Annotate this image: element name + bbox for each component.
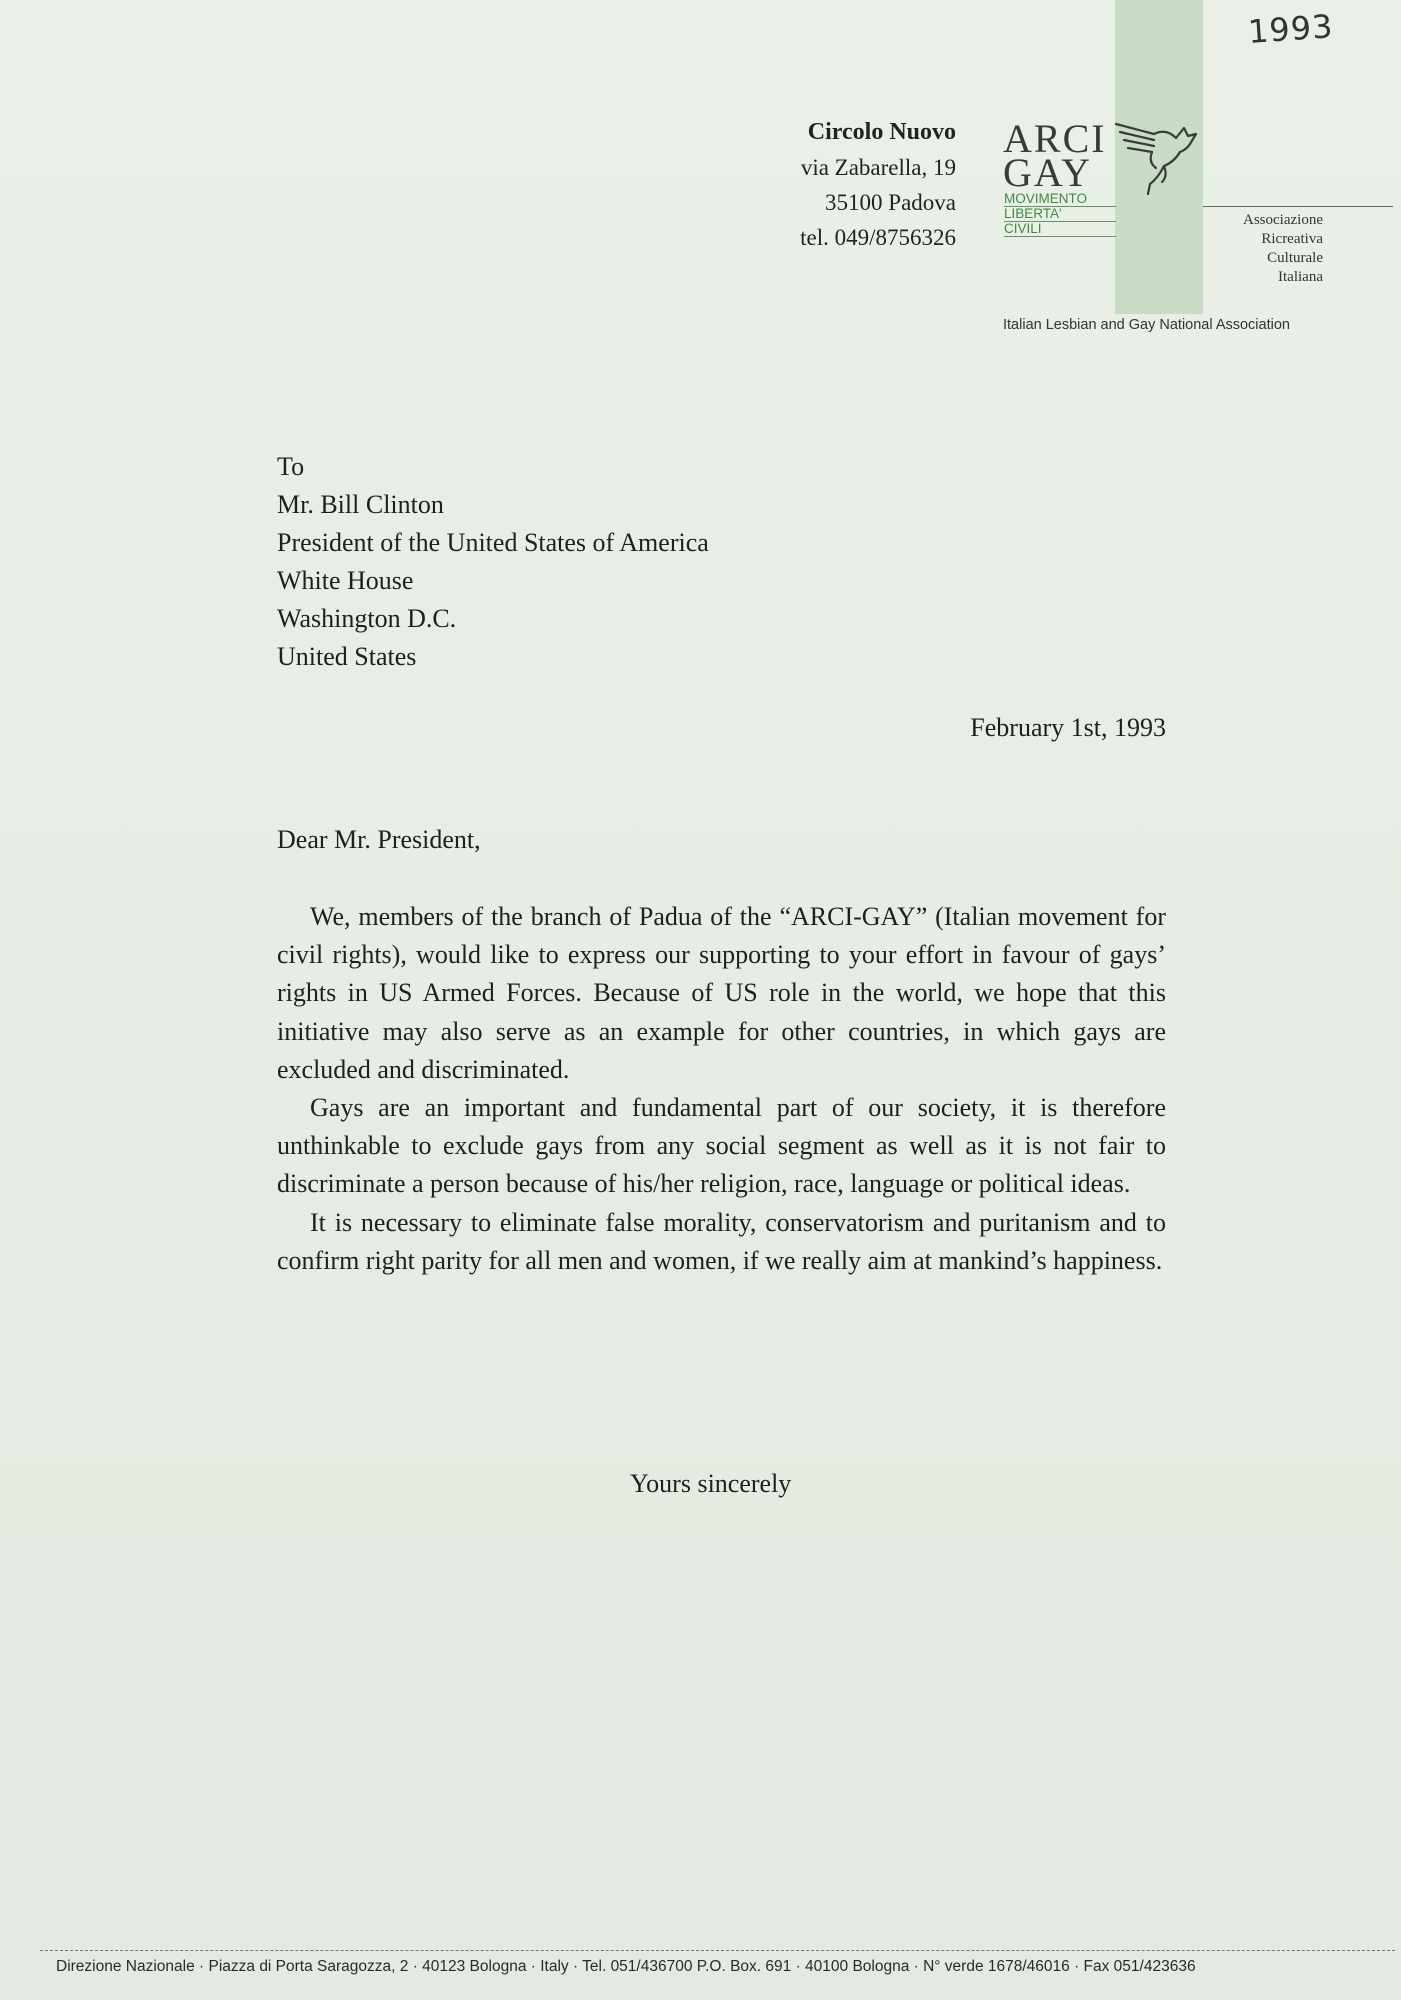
recipient-line: United States	[277, 642, 417, 671]
recipient-line: To	[277, 452, 305, 481]
national-association-name: Italian Lesbian and Gay National Association	[1003, 317, 1290, 333]
footer-rule	[40, 1950, 1395, 1951]
footer-address: Direzione Nazionale · Piazza di Porta Saragozza, 2 · 40123 Bologna · Italy · Tel. 051/436700 P.O. Box. 691 · 40100 Bologna · N° verde 1678/46016 · Fax 051/423636	[56, 1958, 1196, 1975]
recipient-line: President of the United States of America	[277, 528, 709, 557]
logo-line-gay: GAY	[1003, 150, 1092, 195]
sender-street: via Zabarella, 19	[800, 155, 956, 180]
pegasus-icon	[1114, 118, 1200, 198]
letter-date: February 1st, 1993	[970, 713, 1166, 742]
sender-phone: tel. 049/8756326	[800, 225, 956, 250]
recipient-line: Washington D.C.	[277, 604, 457, 633]
sender-address	[700, 115, 956, 255]
logo-line-arci: ARCI	[1003, 116, 1107, 161]
sender-city: 35100 Padova	[825, 190, 956, 215]
letter-body	[277, 898, 1166, 1280]
body-paragraph: We, members of the branch of Padua of the “ARCI-GAY” (Italian movement for civil rights), would like to express our supporting to your effort in favour of gays’ rights in US Armed Forces. Because of US role in the world, we hope that this initiative may also serve as an example for other countries, in which gays are excluded and discriminated.	[277, 902, 1166, 1084]
salutation: Dear Mr. President,	[277, 825, 481, 854]
association-line: Associazione	[1243, 212, 1323, 228]
association-line: Ricreativa	[1261, 231, 1323, 247]
recipient-line: Mr. Bill Clinton	[277, 490, 444, 519]
recipient-line: White House	[277, 566, 414, 595]
tagline-line: MOVIMENTO	[1004, 192, 1116, 207]
body-paragraph: It is necessary to eliminate false morality, conservatorism and puritanism and to confirm right parity for all men and women, if we really aim at mankind’s happiness.	[277, 1207, 1166, 1275]
tagline-line: CIVILI	[1004, 222, 1116, 237]
association-line: Culturale	[1267, 250, 1323, 266]
body-paragraph: Gays are an important and fundamental part of our society, it is therefore unthinkable to exclude gays from any social segment as well as it is not fair to discriminate a person because of his/her religion, race, language or political ideas.	[277, 1093, 1166, 1199]
recipient-block	[277, 448, 709, 676]
closing: Yours sincerely	[630, 1469, 792, 1498]
association-line: Italiana	[1278, 269, 1323, 285]
arci-gay-logo-text	[1003, 116, 1107, 195]
tagline-line: LIBERTA'	[1004, 207, 1116, 222]
logo-tagline	[1004, 192, 1116, 237]
association-block	[1205, 211, 1323, 287]
sender-name: Circolo Nuovo	[807, 119, 956, 145]
handwritten-year: 1993	[1246, 7, 1335, 51]
association-rule	[1203, 206, 1393, 207]
